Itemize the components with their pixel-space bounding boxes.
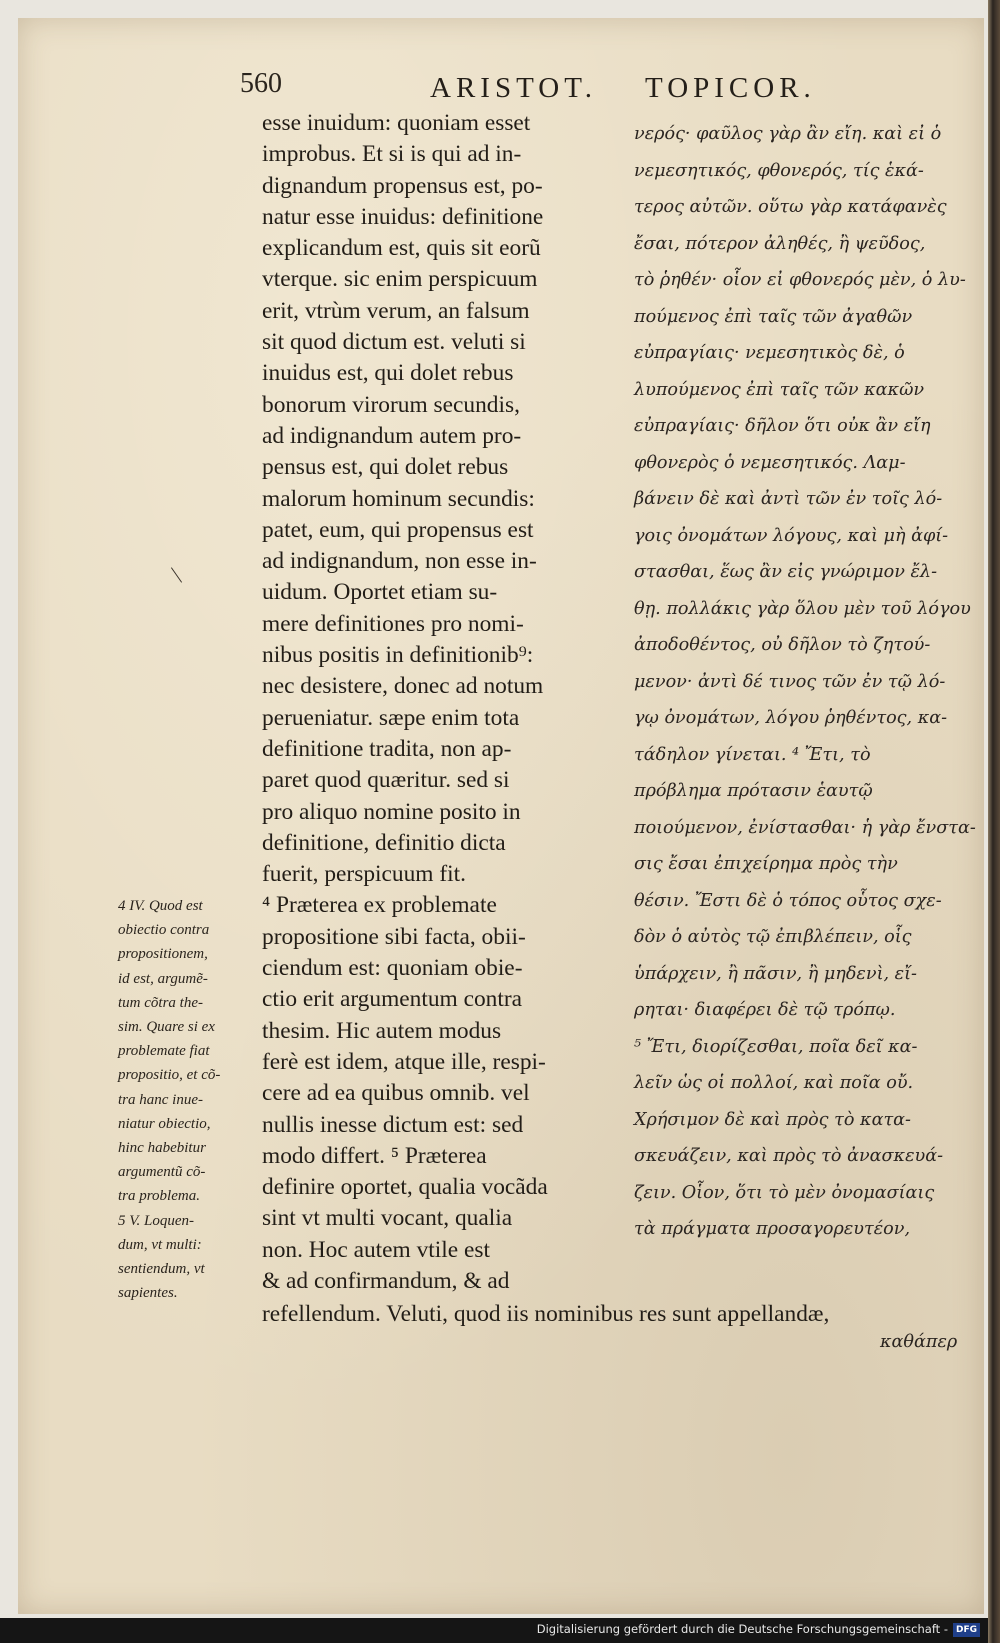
latin-text-line: thesim. Hic autem modus [262, 1017, 502, 1044]
latin-text-column [262, 108, 614, 1297]
greek-text-line: σκευάζειν, καὶ πρὸς τὸ ἀνασκευά- [634, 1146, 944, 1166]
greek-text-line: μενον· ἀντὶ δέ τινος τῶν ἐν τῷ λό- [634, 671, 946, 692]
latin-full-width-line: refellendum. Veluti, quod iis nominibus res sunt appellandæ, [262, 1301, 830, 1327]
greek-catchword: καθάπερ [880, 1332, 958, 1352]
greek-text-line: λυπούμενος ἐπὶ ταῖς τῶν κακῶν [634, 379, 925, 400]
footer-credit: Digitalisierung gefördert durch die Deutsche Forschungsgemeinschaft - [536, 1622, 948, 1636]
latin-text-line: explicandum est, quis sit eorũ [262, 235, 541, 262]
greek-text-line: εὐπραγίαις· δῆλον ὅτι οὐκ ἂν εἴη [634, 416, 931, 436]
latin-text-line: ad indignandum autem pro- [262, 422, 522, 449]
latin-text-line: inuidus est, qui dolet rebus [262, 360, 514, 387]
book-edge [988, 0, 1000, 1643]
greek-text-line: τάδηλον γίνεται. ⁴ Ἔτι, τὸ [634, 744, 871, 765]
latin-text-line: improbus. Et si is qui ad in- [262, 141, 522, 168]
margin-note-line: sapientes. [118, 1285, 178, 1302]
greek-text-line: τὸ ῥηθέν· οἷον εἰ φθονερός μὲν, ὁ λυ- [634, 270, 966, 290]
running-title-left: ARISTOT. [430, 72, 598, 104]
greek-text-line: Χρήσιμον δὲ καὶ πρὸς τὸ κατα- [634, 1109, 912, 1130]
latin-text-line: nibus positis in definitionib⁹: [262, 642, 534, 669]
margin-note-line: tra hanc inue- [118, 1091, 203, 1108]
latin-text-line: fuerit, perspicuum fit. [262, 861, 466, 888]
latin-text-line: patet, eum, qui propensus est [262, 516, 534, 543]
latin-text-line: paret quod quæritur. sed si [262, 767, 510, 794]
margin-note-line: sim. Quare si ex [118, 1019, 215, 1036]
latin-text-line: dignandum propensus est, po- [262, 172, 543, 199]
latin-text-line: definire oportet, qualia vocãda [262, 1174, 548, 1201]
margin-note-line: tum cõtra the- [118, 994, 203, 1011]
latin-text-line: ⁴ Præterea ex problemate [262, 892, 497, 919]
latin-text-line: propositione sibi facta, obii- [262, 923, 526, 950]
latin-text-line: sit quod dictum est. veluti si [262, 329, 526, 356]
running-title-right: TOPICOR. [645, 72, 816, 104]
latin-text-line: erit, vtrùm verum, an falsum [262, 297, 530, 324]
greek-text-line: νεμεσητικός, φθονερός, τίς ἑκά- [634, 160, 924, 181]
margin-note-line: id est, argumẽ- [118, 970, 208, 987]
greek-text-line: θῃ. πολλάκις γὰρ ὅλου μὲν τοῦ λόγου [634, 598, 971, 619]
latin-text-line: vterque. sic enim perspicuum [262, 266, 538, 293]
latin-text-line: definitione, definitio dicta [262, 829, 506, 856]
latin-text-line: ad indignandum, non esse in- [262, 548, 537, 575]
greek-text-line: ἀποδοθέντος, οὐ δῆλον τὸ ζητού- [634, 635, 931, 655]
greek-text-line: σις ἔσαι ἐπιχείρημα πρὸς τὴν [634, 854, 898, 874]
latin-text-line: ferè est idem, atque ille, respi- [262, 1048, 546, 1075]
latin-text-line: mere definitiones pro nomi- [262, 610, 524, 637]
greek-text-line: πρόβλημα πρότασιν ἑαυτῷ [634, 781, 873, 801]
margin-note-line: niatur obiectio, [118, 1115, 211, 1132]
latin-text-line: cere ad ea quibus omnib. vel [262, 1080, 530, 1107]
latin-text-line: definitione tradita, non ap- [262, 735, 512, 762]
margin-note-line: obiectio contra [118, 922, 210, 939]
greek-text-line: τερος αὐτῶν. οὕτω γὰρ κατάφανὲς [634, 197, 947, 217]
latin-text-line: sint vt multi vocant, qualia [262, 1205, 513, 1232]
marginal-notes [118, 894, 268, 1305]
margin-note-line: propositio, et cõ- [118, 1067, 221, 1084]
latin-text-line: nec desistere, donec ad notum [262, 673, 544, 700]
greek-text-line: λεῖν ὡς οἱ πολλοί, καὶ ποῖα οὔ. [634, 1073, 914, 1093]
latin-text-line: & ad confirmandum, & ad [262, 1267, 510, 1294]
greek-text-line: ἔσαι, πότερον ἀληθές, ἢ ψεῦδος, [634, 233, 926, 254]
margin-note-line: problemate fiat [118, 1043, 210, 1060]
greek-text-line: δὸν ὁ αὐτὸς τῷ ἐπιβλέπειν, οἷς [634, 927, 912, 947]
digitization-footer [0, 1618, 988, 1643]
latin-text-line: malorum hominum secundis: [262, 485, 535, 512]
latin-text-line: perueniatur. sæpe enim tota [262, 704, 520, 731]
latin-text-line: uidum. Oportet etiam su- [262, 579, 498, 606]
greek-text-line: γοις ὀνομάτων λόγους, καὶ μὴ ἀφί- [634, 525, 949, 546]
greek-text-line: ποιούμενον, ἐνίστασθαι· ἡ γὰρ ἔνστα- [634, 817, 976, 838]
greek-text-line: εὐπραγίαις· νεμεσητικὸς δὲ, ὁ [634, 343, 905, 363]
greek-text-column [634, 116, 976, 1248]
greek-text-line: ⁵ Ἔτι, διορίζεσθαι, ποῖα δεῖ κα- [634, 1036, 918, 1057]
greek-text-line: γῳ ὀνομάτων, λόγου ῥηθέντος, κα- [634, 708, 948, 728]
margin-note-line: sentiendum, vt [118, 1261, 205, 1278]
latin-text-line: pro aliquo nomine posito in [262, 798, 521, 825]
latin-text-line: bonorum virorum secundis, [262, 391, 520, 418]
greek-text-line: νερός· φαῦλος γὰρ ἂν εἴη. καὶ εἰ ὁ [634, 124, 942, 144]
greek-text-line: ὑπάρχειν, ἢ πᾶσιν, ἢ μηδενὶ, εἴ- [634, 963, 917, 984]
page-number: 560 [240, 68, 282, 99]
margin-note-line: propositionem, [118, 946, 208, 963]
greek-text-line: ρηται· διαφέρει δὲ τῷ τρόπῳ. [634, 1000, 896, 1020]
margin-note-line: tra problema. [118, 1188, 200, 1205]
greek-text-line: φθονερὸς ὁ νεμεσητικός. Λαμ- [634, 452, 906, 473]
greek-text-line: ζειν. Οἷον, ὅτι τὸ μὲν ὀνομασίαις [634, 1182, 935, 1203]
greek-text-line: βάνειν δὲ καὶ ἀντὶ τῶν ἐν τοῖς λό- [634, 489, 943, 509]
margin-note-line: 4 IV. Quod est [118, 898, 203, 914]
dfg-logo: DFG [953, 1623, 980, 1637]
latin-text-line: ciendum est: quoniam obie- [262, 955, 523, 982]
latin-text-line: modo differt. ⁵ Præterea [262, 1142, 487, 1169]
margin-note-line: hinc habebitur [118, 1140, 206, 1157]
greek-text-line: τὰ πράγματα προσαγορευτέον, [634, 1219, 911, 1239]
latin-text-line: non. Hoc autem vtile est [262, 1236, 491, 1263]
greek-text-line: πούμενος ἐπὶ ταῖς τῶν ἀγαθῶν [634, 306, 913, 327]
greek-text-line: στασθαι, ἕως ἂν εἰς γνώριμον ἔλ- [634, 562, 938, 582]
margin-note-line: 5 V. Loquen- [118, 1212, 194, 1229]
margin-note-line: argumentũ cõ- [118, 1164, 206, 1181]
margin-note-line: dum, vt multi: [118, 1236, 202, 1253]
latin-text-line: nullis inesse dictum est: sed [262, 1111, 524, 1138]
latin-text-line: esse inuidum: quoniam esset [262, 110, 531, 136]
latin-text-line: ctio erit argumentum contra [262, 986, 523, 1013]
latin-text-line: natur esse inuidus: definitione [262, 203, 544, 230]
greek-text-line: θέσιν. Ἔστι δὲ ὁ τόπος οὗτος σχε- [634, 890, 942, 911]
latin-text-line: pensus est, qui dolet rebus [262, 454, 509, 481]
